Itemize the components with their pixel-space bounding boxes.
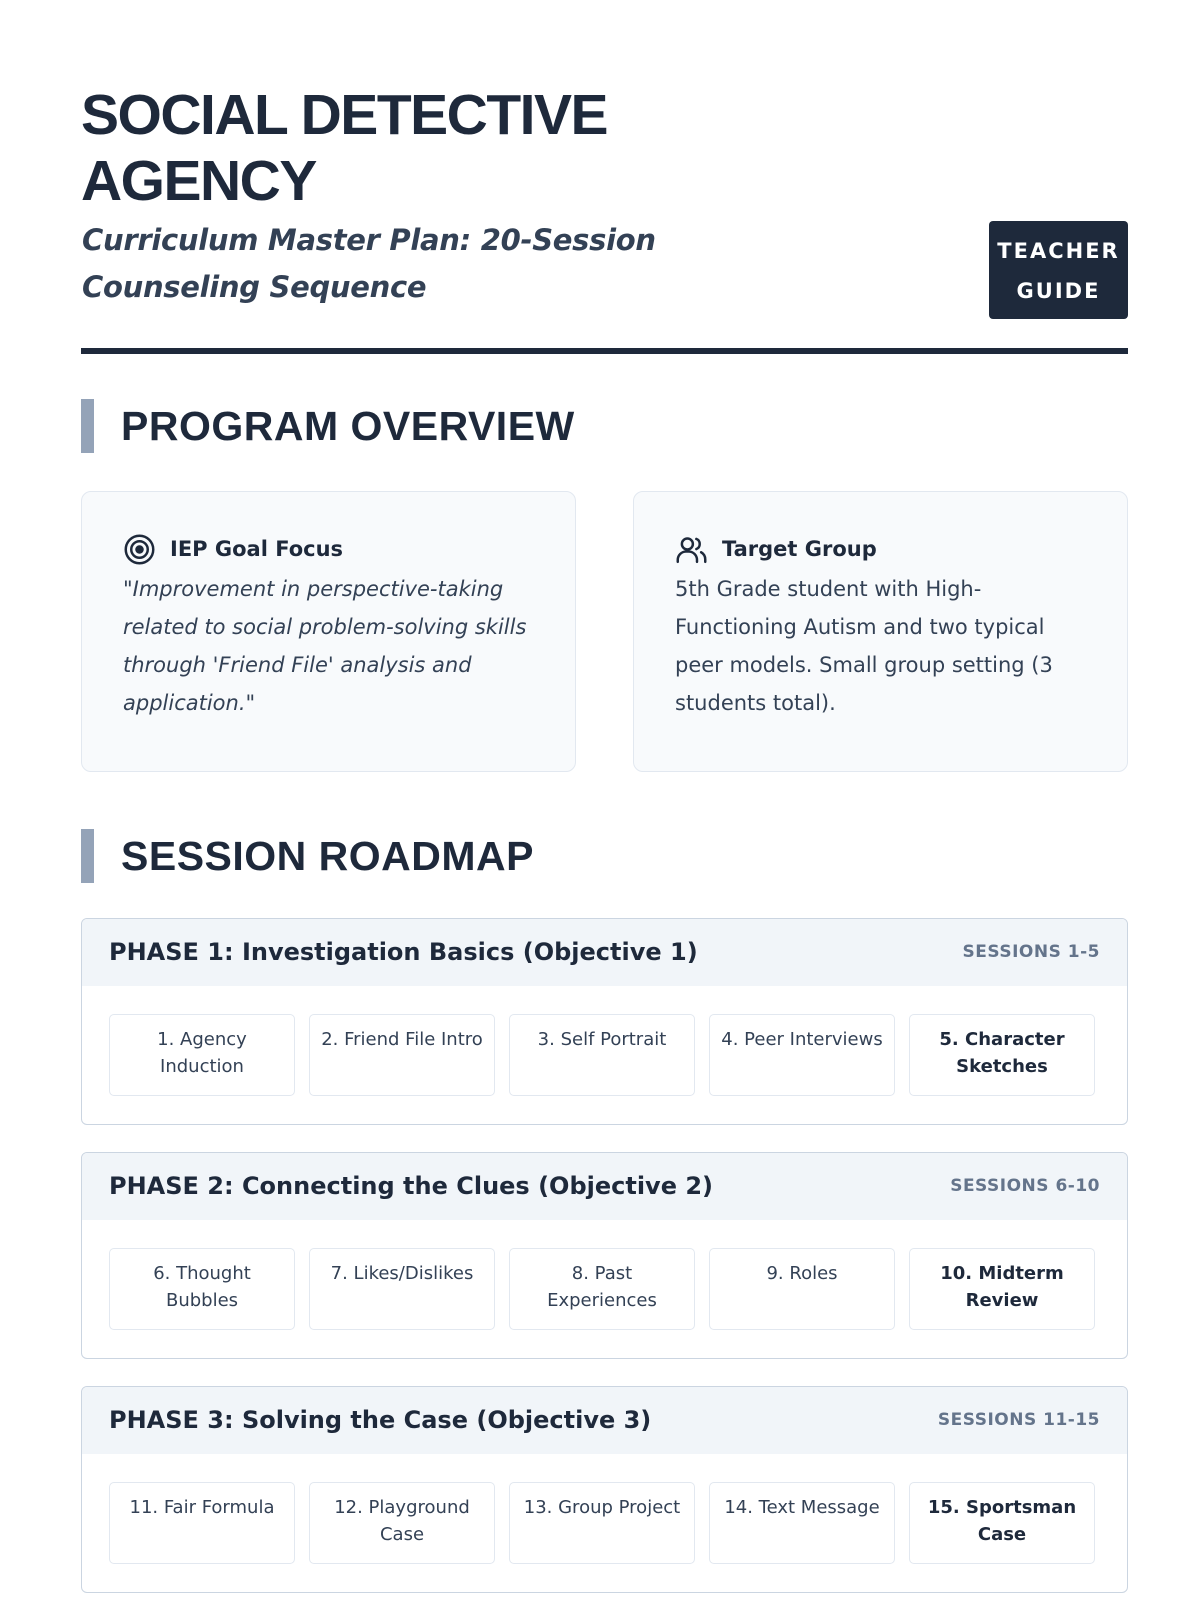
- users-icon: [675, 533, 708, 566]
- session-card: 7. Likes/Dislikes: [309, 1248, 495, 1330]
- session-card-milestone: 15. Sportsman Case: [909, 1482, 1095, 1564]
- session-card: 11. Fair Formula: [109, 1482, 295, 1564]
- phase-session-range: SESSIONS 6-10: [950, 1176, 1100, 1196]
- phase-session-range: SESSIONS 11-15: [937, 1410, 1100, 1430]
- session-card-milestone: 10. Midterm Review: [909, 1248, 1095, 1330]
- session-card: 12. Playground Case: [309, 1482, 495, 1564]
- phase-2-panel: [81, 1152, 1128, 1359]
- phase-title: PHASE 1: Investigation Basics (Objective 1): [109, 938, 698, 966]
- card-title: Target Group: [722, 537, 877, 561]
- session-card: 4. Peer Interviews: [709, 1014, 895, 1096]
- target-group-card: [633, 491, 1128, 772]
- card-body: 5th Grade student with High-Functioning Autism and two typical peer models. Small group setting (3 students total).: [675, 577, 1053, 715]
- session-card: 3. Self Portrait: [509, 1014, 695, 1096]
- page-subtitle: Curriculum Master Plan: 20-Session Counseling Sequence: [82, 223, 656, 304]
- section-heading-session-roadmap: [81, 829, 1128, 883]
- phase-title: PHASE 3: Solving the Case (Objective 3): [109, 1406, 652, 1434]
- card-header: [675, 530, 1087, 568]
- session-list: [109, 1482, 1102, 1564]
- session-card: 13. Group Project: [509, 1482, 695, 1564]
- phase-header: [82, 1153, 1127, 1220]
- target-icon: [123, 533, 156, 566]
- card-body: "Improvement in perspective-taking related to social problem-solving skills through 'Friend File' analysis and application.": [123, 577, 527, 715]
- card-title: IEP Goal Focus: [170, 537, 344, 561]
- section-accent-bar: [81, 399, 94, 453]
- teacher-guide-badge: TEACHER GUIDE: [989, 221, 1128, 319]
- session-card: 8. Past Experiences: [509, 1248, 695, 1330]
- section-heading-program-overview: [81, 399, 1128, 453]
- phase-title: PHASE 2: Connecting the Clues (Objective 2): [109, 1172, 713, 1200]
- phase-1-panel: [81, 918, 1128, 1125]
- iep-goal-card: [81, 491, 576, 772]
- session-card: 1. Agency Induction: [109, 1014, 295, 1096]
- header-divider: [81, 348, 1128, 354]
- session-card: 2. Friend File Intro: [309, 1014, 495, 1096]
- section-accent-bar: [81, 829, 94, 883]
- section-title: SESSION ROADMAP: [121, 833, 534, 879]
- page-title: SOCIAL DETECTIVE AGENCY: [81, 83, 608, 213]
- phase-header: [82, 1387, 1127, 1454]
- phase-header: [82, 919, 1127, 986]
- session-list: [109, 1014, 1102, 1096]
- session-card: 6. Thought Bubbles: [109, 1248, 295, 1330]
- session-card: 9. Roles: [709, 1248, 895, 1330]
- session-list: [109, 1248, 1102, 1330]
- phase-session-range: SESSIONS 1-5: [962, 942, 1100, 962]
- session-card-milestone: 5. Character Sketches: [909, 1014, 1095, 1096]
- section-title: PROGRAM OVERVIEW: [121, 403, 575, 449]
- card-header: [123, 530, 535, 568]
- session-card: 14. Text Message: [709, 1482, 895, 1564]
- phase-3-panel: [81, 1386, 1128, 1593]
